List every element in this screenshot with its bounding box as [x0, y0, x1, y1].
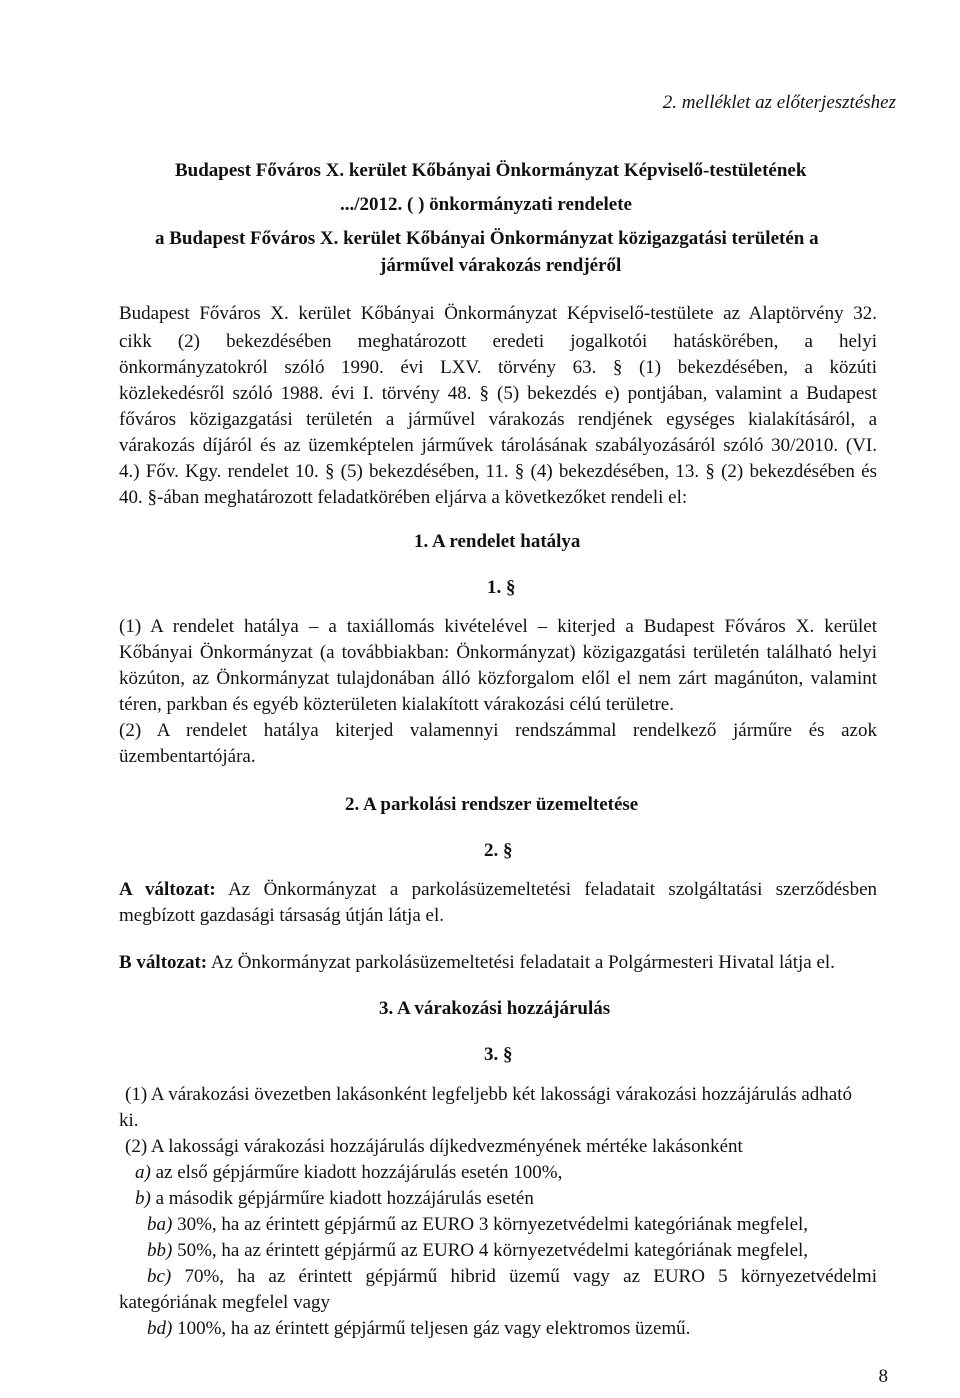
- preamble-line: 40. §-ában meghatározott feladatkörében eljárva a következőket rendeli el:: [119, 487, 688, 508]
- section-2-title: 2. A parkolási rendszer üzemeltetése: [345, 794, 639, 815]
- preamble-line: várakozás díjáról és az üzemképtelen járművek tárolásának szabályozásáról szóló 30/2010. (VI.: [119, 435, 877, 456]
- variant-a-line-2: megbízott gazdasági társaság útján látja el.: [119, 905, 444, 926]
- section-3-text-line: (1) A várakozási övezetben lakásonként legfeljebb két lakossági várakozási hozzájárulás adható: [125, 1084, 852, 1105]
- section-1-paragraph-number: 1. §: [487, 577, 516, 598]
- list-label-ba: ba): [147, 1214, 173, 1235]
- list-text-bb: 50%, ha az érintett gépjármű az EURO 4 környezetvédelmi kategóriának megfelel,: [172, 1240, 809, 1261]
- preamble-line: főváros közigazgatási területén a járművel várakozás rendjének egységes kialakításáról, a: [119, 409, 877, 430]
- list-label-b: b): [135, 1188, 151, 1209]
- section-3-text-line: (2) A lakossági várakozási hozzájárulás díjkedvezményének mértéke lakásonként: [125, 1136, 743, 1157]
- variant-a-text: Az Önkormányzat a parkolásüzemeltetési feladatait szolgáltatási szerződésben: [215, 879, 877, 900]
- preamble-line: közlekedésről szóló 1988. évi I. törvény 48. § (5) bekezdés e) pontjában, valamint a Budapest: [119, 383, 877, 404]
- variant-a-label: A változat:: [119, 879, 216, 900]
- title-line-3: a Budapest Főváros X. kerület Kőbányai Önkormányzat közigazgatási területén a: [155, 228, 819, 249]
- list-text-a: az első gépjárműre kiadott hozzájárulás esetén 100%,: [150, 1162, 563, 1183]
- section-1-text-line: téren, parkban és egyéb közterületen kialakított várakozási célú területre.: [119, 694, 674, 715]
- list-label-a: a): [135, 1162, 151, 1183]
- section-1-text-line: Kőbányai Önkormányzat (a továbbiakban: Önkormányzat) közigazgatási területén található helyi: [119, 642, 877, 663]
- list-text-b: a második gépjárműre kiadott hozzájárulás esetén: [150, 1188, 534, 1209]
- list-item-a: [135, 1162, 562, 1184]
- preamble-line: cikk (2) bekezdésében meghatározott eredeti jogalkotói hatáskörében, a helyi: [119, 331, 877, 352]
- section-1-text-line: (1) A rendelet hatálya – a taxiállomás kivételével – kiterjed a Budapest Főváros X. kerület: [119, 616, 877, 637]
- section-3-title: 3. A várakozási hozzájárulás: [379, 998, 611, 1019]
- list-item-bd: [147, 1318, 690, 1340]
- preamble-line: 4.) Főv. Kgy. rendelet 10. § (5) bekezdésében, 11. § (4) bekezdésében, 13. § (2) bekezdésében és: [119, 461, 877, 482]
- list-item-b: [135, 1188, 534, 1210]
- title-line-2: .../2012. ( ) önkormányzati rendelete: [340, 194, 632, 215]
- variant-a-line-1: [119, 879, 877, 901]
- list-text-ba: 30%, ha az érintett gépjármű az EURO 3 környezetvédelmi kategóriának megfelel,: [172, 1214, 809, 1235]
- list-label-bd: bd): [147, 1318, 173, 1339]
- preamble-line: önkormányzatokról szóló 1990. évi LXV. törvény 63. § (1) bekezdésében, a közúti: [119, 357, 877, 378]
- list-text-bc: 70%, ha az érintett gépjármű hibrid üzemű vagy az EURO 5 környezetvédelmi: [171, 1266, 877, 1287]
- page-number: 8: [878, 1366, 888, 1387]
- variant-b-text: Az Önkormányzat parkolásüzemeltetési feladatait a Polgármesteri Hivatal látja el.: [207, 952, 835, 973]
- section-1-text-line: üzembentartójára.: [119, 746, 256, 767]
- section-3-text-line: ki.: [119, 1110, 139, 1131]
- list-text-bd: 100%, ha az érintett gépjármű teljesen gáz vagy elektromos üzemű.: [172, 1318, 691, 1339]
- annex-label: 2. melléklet az előterjesztéshez: [662, 92, 896, 113]
- title-line-4: járművel várakozás rendjéről: [380, 255, 622, 276]
- variant-b-label: B változat:: [119, 952, 208, 973]
- title-line-1: Budapest Főváros X. kerület Kőbányai Önkormányzat Képviselő-testületének: [175, 160, 807, 181]
- section-1-title: 1. A rendelet hatálya: [414, 531, 581, 552]
- preamble-line: Budapest Főváros X. kerület Kőbányai Önkormányzat Képviselő-testülete az Alaptörvény 32.: [119, 303, 877, 324]
- variant-b-line: [119, 952, 835, 974]
- list-item-bc-continued: kategóriának megfelel vagy: [119, 1292, 331, 1313]
- list-label-bb: bb): [147, 1240, 173, 1261]
- section-1-text-line: közúton, az Önkormányzat tulajdonában álló közforgalom elől el nem zárt magánúton, valamint: [119, 668, 877, 689]
- list-label-bc: bc): [147, 1266, 172, 1287]
- section-1-text-line: (2) A rendelet hatálya kiterjed valamennyi rendszámmal rendelkező járműre és azok: [119, 720, 877, 741]
- list-item-bb: [147, 1240, 808, 1262]
- section-2-paragraph-number: 2. §: [484, 840, 513, 861]
- list-item-ba: [147, 1214, 808, 1236]
- section-3-paragraph-number: 3. §: [484, 1044, 513, 1065]
- list-item-bc: [147, 1266, 877, 1288]
